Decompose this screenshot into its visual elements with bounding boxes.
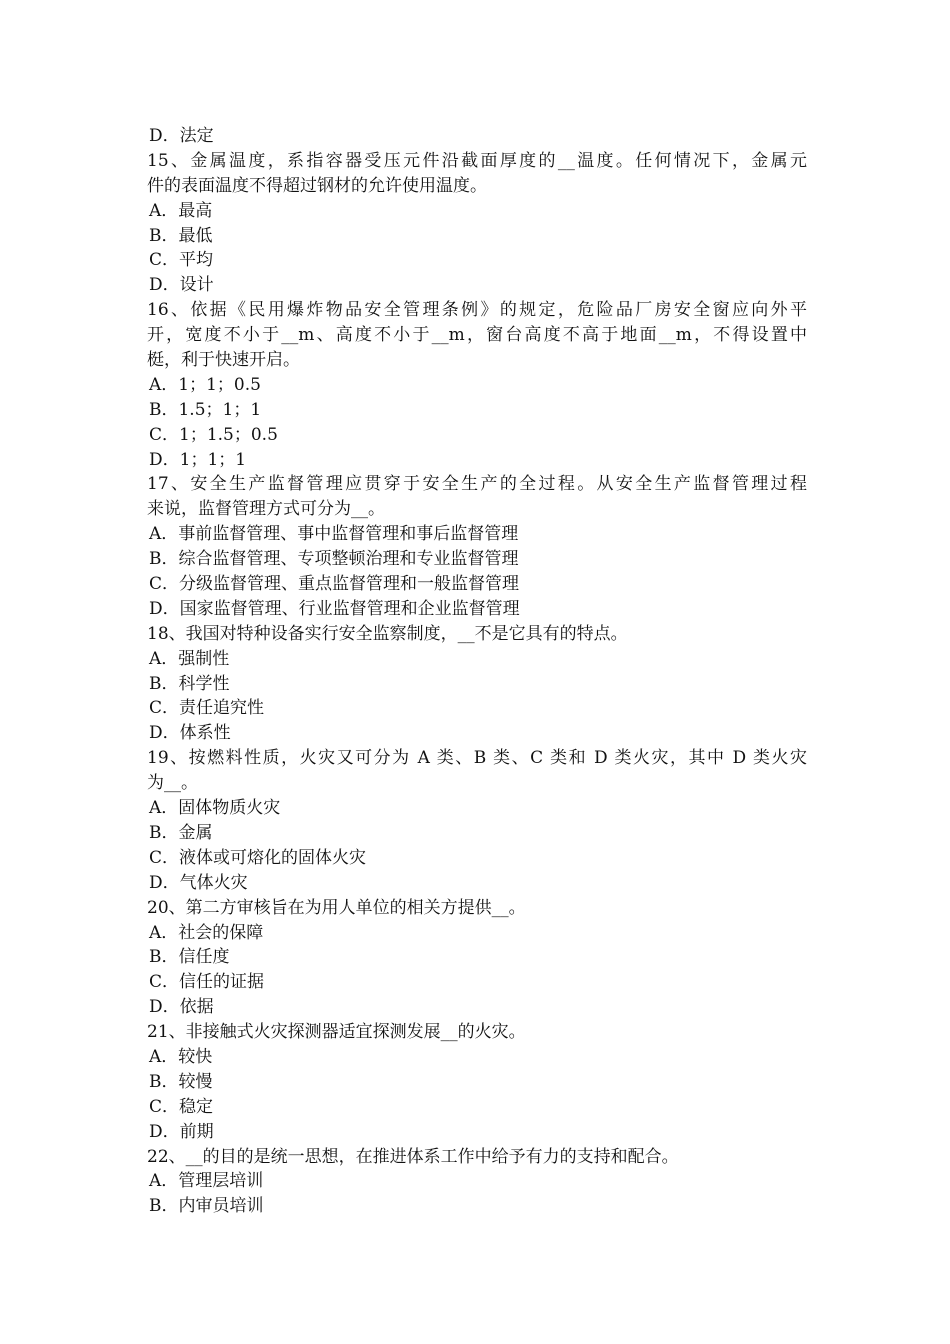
- answer-option: B．信任度: [149, 947, 230, 968]
- answer-option: C．稳定: [149, 1096, 214, 1117]
- answer-option: A．管理层培训: [149, 1171, 264, 1192]
- answer-option: C．责任追究性: [149, 698, 265, 719]
- answer-option: B．综合监督管理、专项整顿治理和专业监督管理: [149, 549, 519, 570]
- question-text: 件的表面温度不得超过钢材的允许使用温度。: [147, 175, 487, 196]
- answer-option: B．1.5；1；1: [149, 399, 262, 420]
- question-text: 18、我国对特种设备实行安全监察制度，__不是它具有的特点。: [147, 623, 628, 644]
- answer-option: D．气体火灾: [149, 872, 248, 893]
- question-text: 17、安全生产监督管理应贯穿于安全生产的全过程。从安全生产监督管理过程: [147, 474, 807, 495]
- question-text: 20、第二方审核旨在为用人单位的相关方提供__。: [147, 897, 526, 918]
- answer-option: B．金属: [149, 822, 213, 843]
- answer-option: B．最低: [149, 225, 213, 246]
- answer-option: D．设计: [149, 275, 214, 296]
- answer-option: D．前期: [149, 1121, 214, 1142]
- question-text: 22、__的目的是统一思想，在推进体系工作中给予有力的支持和配合。: [147, 1146, 679, 1167]
- question-text: 16、依据《民用爆炸物品安全管理条例》的规定，危险品厂房安全窗应向外平: [147, 300, 807, 321]
- answer-option: C．平均: [149, 250, 214, 271]
- answer-option: D．体系性: [149, 723, 231, 744]
- document-page: [147, 124, 807, 1219]
- answer-option: C．信任的证据: [149, 972, 265, 993]
- answer-option: B．较慢: [149, 1071, 213, 1092]
- answer-option: D．依据: [149, 997, 214, 1018]
- answer-option: C．液体或可熔化的固体火灾: [149, 847, 367, 868]
- answer-option: D．1；1；1: [149, 449, 247, 470]
- answer-option: B．科学性: [149, 673, 230, 694]
- answer-option: B．内审员培训: [149, 1196, 264, 1217]
- answer-option: A．固体物质火灾: [149, 798, 281, 819]
- answer-option: D．国家监督管理、行业监督管理和企业监督管理: [149, 598, 520, 619]
- question-text: 梃，利于快速开启。: [147, 350, 300, 371]
- question-text: 为__。: [147, 773, 198, 794]
- answer-option: C．1；1.5；0.5: [149, 424, 278, 445]
- question-text: 来说，监督管理方式可分为__。: [147, 499, 385, 520]
- answer-option: A．1；1；0.5: [149, 374, 261, 395]
- answer-option: C．分级监督管理、重点监督管理和一般监督管理: [149, 574, 520, 595]
- answer-option: A．最高: [149, 200, 213, 221]
- question-text: 15、金属温度，系指容器受压元件沿截面厚度的__温度。任何情况下，金属元: [147, 150, 807, 171]
- question-text: 开，宽度不小于__m、高度不小于__m，窗台高度不高于地面__m，不得设置中: [147, 325, 807, 346]
- question-text: 21、非接触式火灾探测器适宜探测发展__的火灾。: [147, 1022, 526, 1043]
- question-text: 19、按燃料性质，火灾又可分为 A 类、B 类、C 类和 D 类火灾，其中 D 类火灾: [147, 748, 807, 769]
- answer-option: A．强制性: [149, 648, 230, 669]
- answer-option: A．较快: [149, 1046, 213, 1067]
- answer-option: A．事前监督管理、事中监督管理和事后监督管理: [149, 524, 519, 545]
- answer-option: D．法定: [149, 126, 214, 146]
- answer-option: A．社会的保障: [149, 922, 264, 943]
